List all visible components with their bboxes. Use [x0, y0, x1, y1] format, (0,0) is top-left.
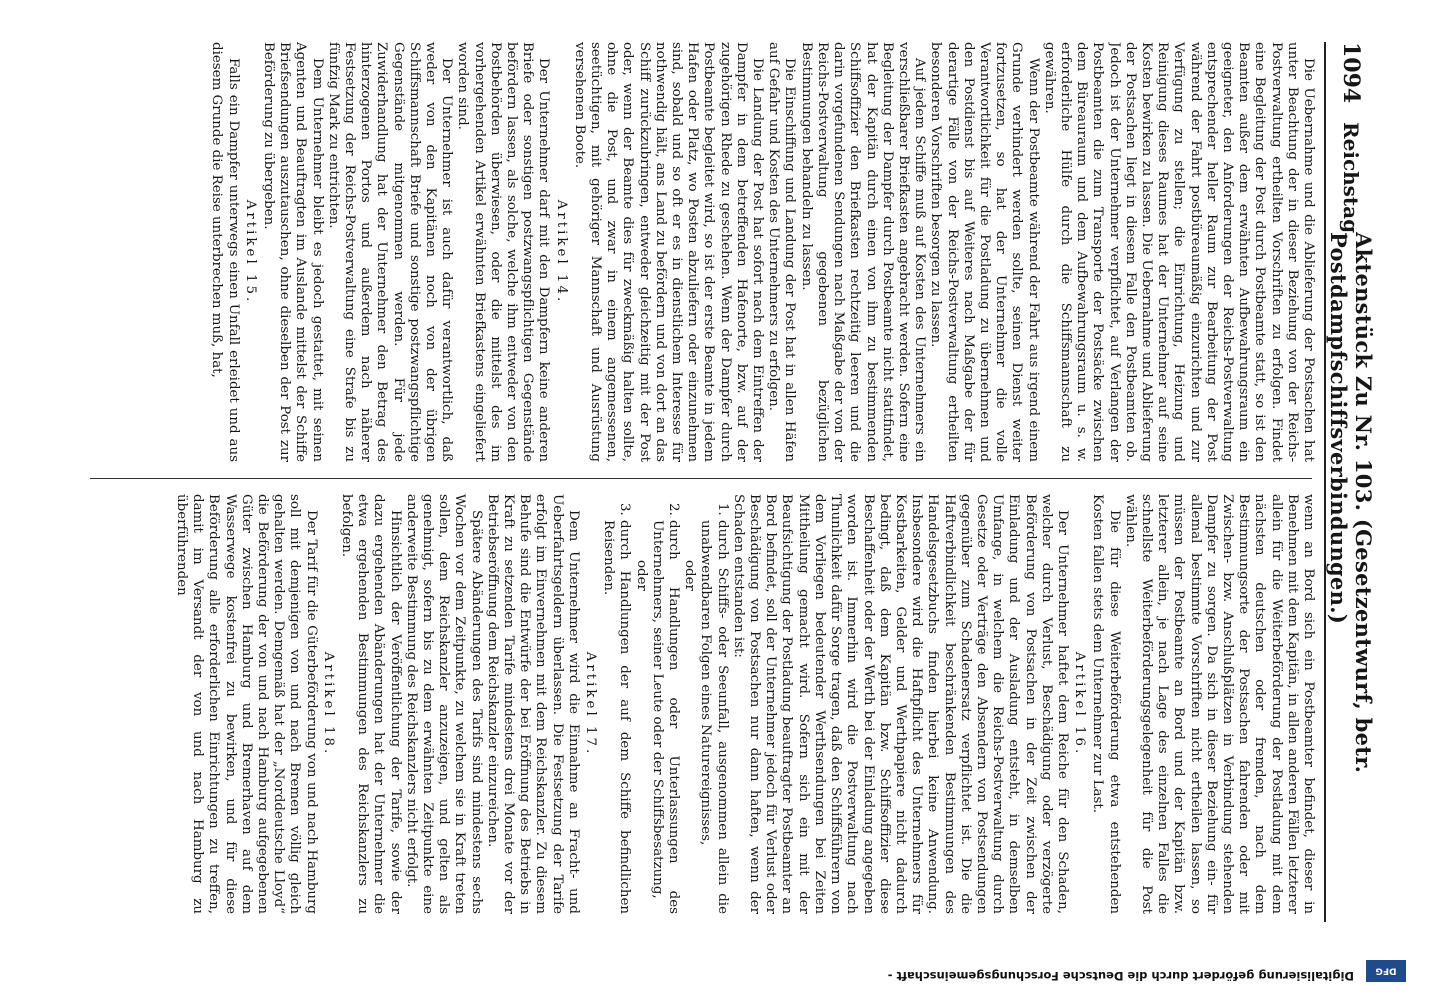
credit-text: Digitalisierung gefördert durch die Deutsche Forschungsgemeinschaft - — [887, 969, 1354, 983]
paragraph: Dem Unternehmer wird die Einnahme an Fracht- und Ueberfahrtsgeldern überlassen. Die Festsetzung der Tarife erfolgt im Einvernehmen mit dem Reichskanzler. Zu diesem Behufe sind die Entwürfe der bei Eröffnung des Betriebs in Kraft zu setzenden Tarife mindestens drei Monate vor der Betriebseröffnung dem Reichskanzler einzureichen. — [484, 494, 581, 914]
paragraph: Die Einschiffung und Landung der Post hat in allen Häfen auf Gefahr und Kosten des Unternehmers zu erfolgen. — [766, 42, 798, 462]
article-heading: Artikel 15. — [242, 199, 258, 305]
right-column — [86, 494, 1316, 914]
paragraph: Auf jedem Schiffe muß auf Kosten des Unternehmers ein verschließbarer Briefkasten angebracht werden. Sofern eine Begleitung der Dampfer durch Postbeamte nicht stattfindet, hat der Kapitän durch einen von ihm zu bestimmenden Schiffsoffizier den Briefkasten rechtzeitig leeren und die darin vorgefundenen Sendungen nach Maßgabe der von der Reichs-Postverwaltung gegebenen bezüglichen Bestimmungen behandeln zu lassen. — [798, 42, 928, 462]
article-heading: Artikel 17. — [583, 651, 599, 757]
list-item: 3. durch Handlungen der auf dem Schiffe befindlichen Reisenden. — [600, 520, 632, 914]
article-heading: Artikel 18. — [320, 651, 336, 757]
paragraph: Der Unternehmer ist auch dafür verantwortlich, daß weder von den Kapitänen noch von der übrigen Schiffsmannschaft Briefe und sonstige postzwangspflichtige Gegenstände mitgenommen werden. Für jede Zuwiderhandlung hat der Unternehmer den Betrag des hinterzogenen Portos und außerdem nach näherer Festsetzung der Reichs-Postverwaltung eine Strafe bis zu fünfzig Mark zu entrichten. — [325, 42, 455, 462]
paragraph: Der Tarif für die Güterbeförderung von und nach Hamburg soll mit demjenigen von und nach Bremen völlig gleich gehalten werden. Demgemäß hat der „Norddeutsche Lloyd“ die Beförderung der von und nach Hamburg aufgegebenen Güter zwischen Hamburg und Bremerhaven auf dem Wasserwege kostenfrei zu bewirken, und für diese Beförderung alle erforderlichen Einrichtungen zu treffen, damit im Versandt der von und nach Hamburg zu überführenden — [173, 494, 319, 914]
article-heading: Artikel 14. — [553, 199, 569, 305]
page-content — [84, 42, 1374, 922]
body-name: Reichstag. — [1339, 122, 1363, 241]
paragraph: Wenn der Postbeamte während der Fahrt aus irgend einem Grunde verhindert werden sollte, seinen Dienst weiter fortzusetzen, so hat der Unternehmer die volle Verantwortlichkeit für die Postladung zu übernehmen und den Postdienst bis auf Weiteres nach Maßgabe der für derartige Fälle von der Reichs-Postverwaltung ertheilten besonderen Vorschriften besorgen zu lassen. — [928, 42, 1041, 462]
paragraph: Die Landung der Post hat sofort nach dem Eintreffen der Dampfer in dem betreffenden Hafenorte, bzw. auf der zugehörigen Rhede zu geschehen. Wenn der Dampfer durch Postbeamte begleitet wird, so ist der erste Beamte in jedem Hafen oder Platz, wo Posten abzuliefern oder einzunehmen sind, sobald und so oft er es in dienstlichem Interesse für nothwendig hält, ans Land zu befördern und von dort an das Schiff zurückzubringen, entweder gleichzeitig mit der Post oder, wenn der Beamte dies für zweckmäßig halten sollte, ohne die Post, und zwar in einem angemessenen, seetüchtigen, mit gehöriger Mannschaft und Ausrüstung versehenen Boote. — [571, 42, 766, 462]
left-column — [86, 42, 1316, 462]
list-connector: oder — [682, 560, 698, 591]
liability-list — [600, 494, 730, 914]
digitization-credit — [0, 955, 1434, 983]
article-heading: Artikel 16. — [1072, 651, 1088, 757]
header-rule — [1324, 42, 1326, 922]
paragraph: Die Uebernahme und die Ablieferung der Postsachen hat unter Beachtung der in dieser Beziehung von der Reichs-Postverwaltung ertheilten Vorschriften zu erfolgen. Findet eine Begleitung der Post durch Postbeamte statt, so ist den Beamten außer dem erwähnten Aufbewahrungsraum ein geeigneter, den Anforderungen der Reichs-Postverwaltung entsprechender heller Raum zur Bearbeitung der Post während der Fahrt postbüreaumäßig einzurichten und zur Verfügung zu stellen; die Einrichtung, Heizung und Reinigung dieses Raumes hat der Unternehmer auf seine Kosten bewirken zu lassen. Die Uebernahme und Ablieferung der Postsachen liegt in diesem Falle den Postbeamten ob. Jedoch ist der Unternehmer verpflichtet, auf Verlangen der Postbeamten die zum Transporte der Postsäcke zwischen dem Büreauraum und dem Aufbewahrungsraum u. s. w. erforderliche Hülfe durch die Schiffsmannschaft zu gewähren. — [1041, 42, 1316, 462]
document-title: Aktenstück Zu Nr. 103. (Gesetzentwurf, betr. Postdampfschiffsverbindungen.) — [1326, 232, 1376, 774]
page-header — [1328, 42, 1374, 922]
paragraph: wenn an Bord sich ein Postbeamter befindet, dieser in Benehmen mit dem Kapitän, in allen anderen Fällen letzterer allein für die Weiterbeförderung der Postladung mit dem nächsten deutschen oder fremden, nach dem Bestimmungsorte der Postsachen fahrenden oder mit Zwischen- bzw. Anschlußplätzen in Verbindung stehenden Dampfer zu sorgen. Da sich in dieser Beziehung ein- für allemal bestimmte Vorschriften nicht ertheilen lassen, so müssen der Postbeamte an Bord und der Kapitän bzw. letzterer allein, je nach Lage des einzelnen Falles die schnellste Weiterbeförderungsgelegenheit für die Post wählen. — [1122, 494, 1316, 914]
paragraph: Der Unternehmer darf mit den Dampfern keine anderen Briefe oder sonstigen postzwangspflichtigen Gegenstände befördern lassen, als solche, welche ihm entweder von den Postbehörden überwiesen, oder die mittelst des im vorhergehenden Artikel erwähnten Briefkastens eingeliefert worden sind. — [455, 42, 552, 462]
paragraph: Spätere Abänderungen des Tarifs sind mindestens sechs Wochen vor dem Zeitpunkte, zu welchem sie in Kraft treten sollen, dem Reichskanzler anzuzeigen, und gelten als genehmigt, sofern bis zu dem erwähnten Zeitpunkte eine anderweite Bestimmung des Reichskanzlers nicht erfolgt. — [403, 494, 484, 914]
paragraph: Dem Unternehmer bleibt es jedoch gestattet, mit seinen Agenten und Beauftragten im Auslande mittelst der Schiffe Briefsendungen auszutauschen, ohne dieselben der Post zur Beförderung zu übergeben. — [261, 42, 325, 462]
page-number: 1094 — [1338, 42, 1364, 104]
list-item: 2. durch Handlungen oder Unterlassungen des Unternehmers, seiner Leute oder der Schiffsbesatzung, — [649, 520, 681, 914]
list-connector: oder — [633, 560, 649, 591]
paragraph: Der Unternehmer haftet dem Reiche für den Schaden, welcher durch Verlust, Beschädigung oder verzögerte Beförderung von Postsachen in der Zeit zwischen der Einladung und der Ausladung entsteht, in demselben Umfange, in welchem die Reichs-Postverwaltung durch Gesetze oder Verträge den Absendern von Postsendungen gegenüber zum Schadenersatz verpflichtet ist. Die die Haftverbindlichkeit beschränkenden Bestimmungen des Handelsgesetzbuchs finden hierbei keine Anwendung. Insbesondere wird die Haftpflicht des Unternehmers für Kostbarkeiten, Gelder und Werthpapiere nicht dadurch bedingt, daß dem Kapitän bzw. Schiffsoffizier diese Beschaffenheit oder der Werth bei der Einladung angegeben worden ist. Immerhin wird die Postverwaltung nach Thunlichkeit dafür Sorge tragen, daß den Schiffsführern von dem Vorliegen bedeutender Werthsendungen bei Zeiten Mittheilung gemacht wird. Sofern sich ein mit der Beaufsichtigung der Postladung beauftragter Postbeamter an Bord befindet, soll der Unternehmer jedoch für Verlust oder Beschädigung von Postsachen nur dann haften, wenn der Schaden entstanden ist: — [730, 494, 1070, 914]
paragraph: Falls ein Dampfer unterwegs einen Unfall erleidet und aus diesem Grunde die Reise unterbrechen muß, hat, — [209, 42, 241, 462]
column-divider — [90, 478, 1312, 479]
dfg-logo-text: DFG — [1375, 965, 1397, 976]
list-item: 1. durch Schiffs- oder Seeunfall, ausgenommen allein die unabwendbaren Folgen eines Naturereignisses, — [697, 520, 729, 914]
paragraph: Hinsichtlich der Veröffentlichung der Tarife, sowie der dazu ergehenden Abänderungen hat der Unternehmer die etwa ergehenden Bestimmungen des Reichskanzlers zu befolgen. — [339, 494, 403, 914]
paragraph: Die für diese Weiterbeförderung etwa entstehenden Kosten fallen stets dem Unternehmer zur Last. — [1090, 494, 1122, 914]
